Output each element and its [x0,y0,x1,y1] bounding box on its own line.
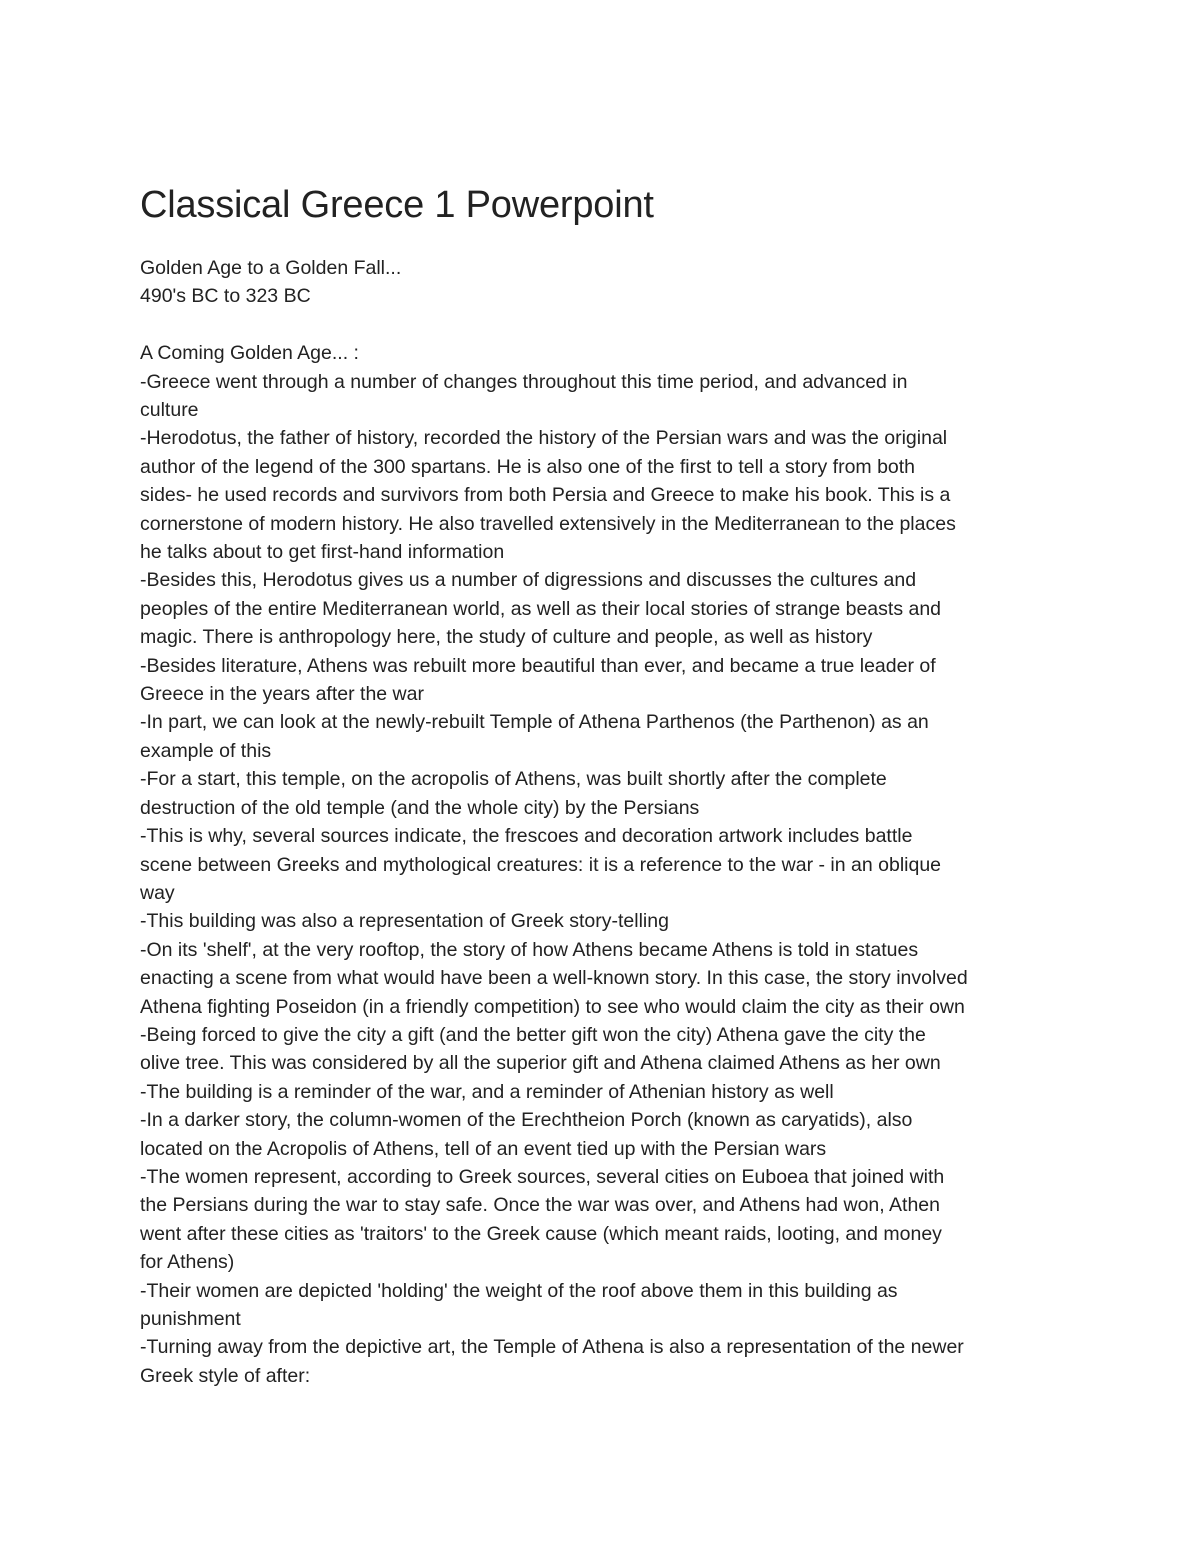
body-line: -On its 'shelf', at the very rooftop, the story of how Athens became Athens is told in statues [140,938,919,961]
document-body [140,368,1070,1391]
body-line: example of this [140,739,272,762]
body-line: culture [140,399,199,422]
body-line: -In a darker story, the column-women of the Erechtheion Porch (known as caryatids), also [140,1109,913,1132]
document-dates: 490's BC to 323 BC [140,285,311,308]
body-line: -The building is a reminder of the war, and a reminder of Athenian history as well [140,1080,834,1103]
body-line: -Besides this, Herodotus gives us a number of digressions and discusses the cultures and [140,569,917,592]
body-line: located on the Acropolis of Athens, tell of an event tied up with the Persian wars [140,1137,827,1160]
body-line: -Greece went through a number of changes throughout this time period, and advanced in [140,370,908,393]
body-line: punishment [140,1308,241,1331]
body-line: Greek style of after: [140,1364,311,1387]
body-line: scene between Greeks and mythological creatures: it is a reference to the war - in an oblique [140,853,942,876]
body-line: cornerstone of modern history. He also travelled extensively in the Mediterranean to the places [140,512,956,535]
body-line: peoples of the entire Mediterranean world, as well as their local stories of strange beasts and [140,597,942,620]
document-title: Classical Greece 1 Powerpoint [140,184,654,226]
body-line: -Being forced to give the city a gift (and the better gift won the city) Athena gave the city the [140,1023,926,1046]
blank-line [140,311,1070,339]
body-line: -The women represent, according to Greek sources, several cities on Euboea that joined with [140,1165,945,1188]
body-line: enacting a scene from what would have been a well-known story. In this case, the story involved [140,967,968,990]
document-subtitle: Golden Age to a Golden Fall... [140,257,402,279]
body-line: -This building was also a representation of Greek story-telling [140,910,669,933]
body-line: Athena fighting Poseidon (in a friendly competition) to see who would claim the city as their own [140,995,965,1018]
body-line: destruction of the old temple (and the whole city) by the Persians [140,796,700,819]
body-line: magic. There is anthropology here, the study of culture and people, as well as history [140,626,873,649]
body-line: went after these cities as 'traitors' to the Greek cause (which meant raids, looting, and money [140,1222,942,1245]
body-line: -In part, we can look at the newly-rebuilt Temple of Athena Parthenos (the Parthenon) as an [140,711,929,734]
body-line: -Herodotus, the father of history, recorded the history of the Persian wars and was the original [140,427,948,450]
document-page [140,180,1070,1390]
body-line: way [140,881,175,904]
body-line: -Their women are depicted 'holding' the weight of the roof above them in this building as [140,1279,898,1302]
section-heading: A Coming Golden Age... : [140,342,359,365]
body-line: Greece in the years after the war [140,683,424,706]
body-line: -This is why, several sources indicate, the frescoes and decoration artwork includes battle [140,825,913,848]
body-line: sides- he used records and survivors from both Persia and Greece to make his book. This is a [140,484,951,507]
body-line: -For a start, this temple, on the acropolis of Athens, was built shortly after the complete [140,768,887,791]
body-line: olive tree. This was considered by all the superior gift and Athena claimed Athens as her own [140,1052,941,1075]
body-line: the Persians during the war to stay safe. Once the war was over, and Athens had won, Athen [140,1194,940,1217]
body-line: for Athens) [140,1251,235,1274]
body-line: author of the legend of the 300 spartans. He is also one of the first to tell a story from both [140,455,916,478]
body-line: -Besides literature, Athens was rebuilt more beautiful than ever, and became a true leader of [140,654,936,677]
body-line: he talks about to get first-hand information [140,541,505,564]
body-line: -Turning away from the depictive art, the Temple of Athena is also a representation of the newer [140,1336,964,1359]
